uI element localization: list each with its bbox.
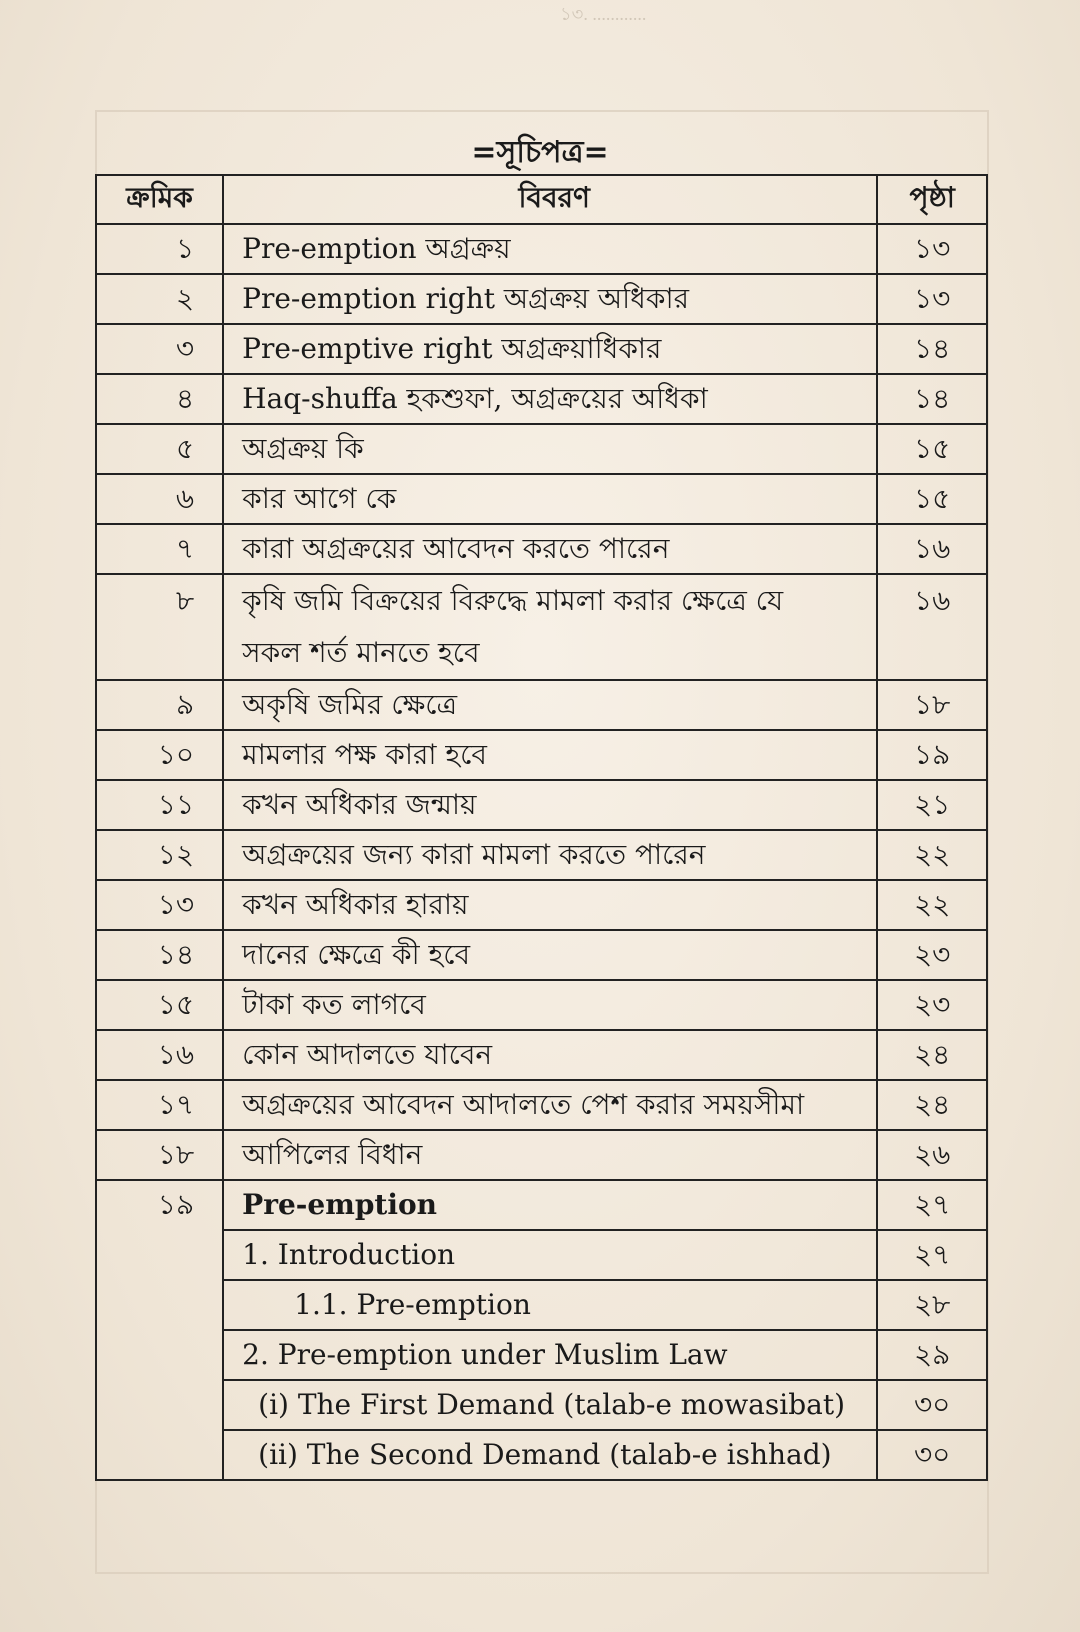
row-description: Pre-emptive right অগ্রক্রয়াধিকার bbox=[223, 324, 877, 374]
row-page: ২৪ bbox=[877, 1030, 987, 1080]
row-description: কখন অধিকার হারায় bbox=[223, 880, 877, 930]
row-serial-empty bbox=[96, 1380, 223, 1430]
table-subrow bbox=[96, 1330, 987, 1380]
subrow-description: (i) The First Demand (talab-e mowasibat) bbox=[223, 1380, 877, 1430]
row-page: ২২ bbox=[877, 830, 987, 880]
row-serial: ১৩ bbox=[96, 880, 223, 930]
table-row bbox=[96, 474, 987, 524]
row-serial: ৩ bbox=[96, 324, 223, 374]
row-description: দানের ক্ষেত্রে কী হবে bbox=[223, 930, 877, 980]
row-serial: ১৭ bbox=[96, 1080, 223, 1130]
row-serial: ১০ bbox=[96, 730, 223, 780]
row-page: ১৮ bbox=[877, 680, 987, 730]
table-subrow bbox=[96, 1380, 987, 1430]
table-header-row bbox=[96, 175, 987, 224]
row-page: ২৩ bbox=[877, 980, 987, 1030]
header-bleed-text: ১৩. ............ bbox=[560, 4, 647, 24]
row-description: কোন আদালতে যাবেন bbox=[223, 1030, 877, 1080]
row-description: Pre-emption অগ্রক্রয় bbox=[223, 224, 877, 274]
row-serial: ১৬ bbox=[96, 1030, 223, 1080]
table-subrow bbox=[96, 1230, 987, 1280]
row-serial: ১৪ bbox=[96, 930, 223, 980]
row-serial-empty bbox=[96, 1430, 223, 1480]
row-description-line2: সকল শর্ত মানতে হবে bbox=[242, 636, 480, 669]
table-row bbox=[96, 1080, 987, 1130]
table-row bbox=[96, 224, 987, 274]
table-subrow bbox=[96, 1280, 987, 1330]
row-page: ১৯ bbox=[877, 730, 987, 780]
row-page: ২৬ bbox=[877, 1130, 987, 1180]
row-description: কারা অগ্রক্রয়ের আবেদন করতে পারেন bbox=[223, 524, 877, 574]
row-page: ১৪ bbox=[877, 374, 987, 424]
table-row bbox=[96, 1180, 987, 1230]
table-row bbox=[96, 374, 987, 424]
row-page: ১৬ bbox=[877, 574, 987, 680]
table-row bbox=[96, 830, 987, 880]
row-description: অগ্রক্রয়ের আবেদন আদালতে পেশ করার সময়সীমা bbox=[223, 1080, 877, 1130]
row-page: ১৪ bbox=[877, 324, 987, 374]
row-serial: ৬ bbox=[96, 474, 223, 524]
table-row bbox=[96, 524, 987, 574]
subrow-page: ৩০ bbox=[877, 1380, 987, 1430]
row-description: Pre-emption bbox=[223, 1180, 877, 1230]
row-serial: ৫ bbox=[96, 424, 223, 474]
table-row bbox=[96, 730, 987, 780]
row-serial: ১২ bbox=[96, 830, 223, 880]
row-serial: ২ bbox=[96, 274, 223, 324]
table-subrow bbox=[96, 1430, 987, 1480]
table-row bbox=[96, 424, 987, 474]
row-page: ২৭ bbox=[877, 1180, 987, 1230]
row-description: আপিলের বিধান bbox=[223, 1130, 877, 1180]
row-description: অগ্রক্রয়ের জন্য কারা মামলা করতে পারেন bbox=[223, 830, 877, 880]
table-row bbox=[96, 324, 987, 374]
row-page: ১৩ bbox=[877, 274, 987, 324]
subrow-description: (ii) The Second Demand (talab-e ishhad) bbox=[223, 1430, 877, 1480]
row-description: Haq-shuffa হকশুফা, অগ্রক্রয়ের অধিকা bbox=[223, 374, 877, 424]
page-title: =সূচিপত্র= bbox=[471, 135, 609, 170]
row-description: অকৃষি জমির ক্ষেত্রে bbox=[223, 680, 877, 730]
row-page: ২২ bbox=[877, 880, 987, 930]
row-page: ২৪ bbox=[877, 1080, 987, 1130]
row-serial-empty bbox=[96, 1330, 223, 1380]
subrow-description: 1. Introduction bbox=[223, 1230, 877, 1280]
table-row bbox=[96, 680, 987, 730]
header-serial: ক্রমিক bbox=[96, 175, 223, 224]
subrow-description: 1.1. Pre-emption bbox=[223, 1280, 877, 1330]
row-serial: ১৫ bbox=[96, 980, 223, 1030]
row-serial: ৪ bbox=[96, 374, 223, 424]
row-description: কখন অধিকার জন্মায় bbox=[223, 780, 877, 830]
table-row bbox=[96, 980, 987, 1030]
table-row bbox=[96, 780, 987, 830]
subrow-page: ৩০ bbox=[877, 1430, 987, 1480]
row-page: ১৩ bbox=[877, 224, 987, 274]
row-serial: ১ bbox=[96, 224, 223, 274]
table-row bbox=[96, 930, 987, 980]
row-page: ২১ bbox=[877, 780, 987, 830]
table-row bbox=[96, 574, 987, 680]
row-page: ২৩ bbox=[877, 930, 987, 980]
row-serial: ১১ bbox=[96, 780, 223, 830]
row-serial: ৯ bbox=[96, 680, 223, 730]
row-serial-empty bbox=[96, 1230, 223, 1280]
row-serial: ১৮ bbox=[96, 1130, 223, 1180]
table-row bbox=[96, 274, 987, 324]
row-description bbox=[223, 574, 877, 680]
row-serial: ৮ bbox=[96, 574, 223, 680]
row-page: ১৬ bbox=[877, 524, 987, 574]
subrow-page: ২৮ bbox=[877, 1280, 987, 1330]
row-page: ১৫ bbox=[877, 474, 987, 524]
header-page: পৃষ্ঠা bbox=[877, 175, 987, 224]
row-serial: ৭ bbox=[96, 524, 223, 574]
subrow-description: 2. Pre-emption under Muslim Law bbox=[223, 1330, 877, 1380]
row-description: Pre-emption right অগ্রক্রয় অধিকার bbox=[223, 274, 877, 324]
row-page: ১৫ bbox=[877, 424, 987, 474]
row-description-line1: কৃষি জমি বিক্রয়ের বিরুদ্ধে মামলা করার ক্ষেত্রে যে bbox=[242, 584, 784, 617]
subrow-page: ২৭ bbox=[877, 1230, 987, 1280]
table-row bbox=[96, 1130, 987, 1180]
table-row bbox=[96, 880, 987, 930]
row-description: কার আগে কে bbox=[223, 474, 877, 524]
row-description: মামলার পক্ষ কারা হবে bbox=[223, 730, 877, 780]
row-description: অগ্রক্রয় কি bbox=[223, 424, 877, 474]
row-serial-empty bbox=[96, 1280, 223, 1330]
header-description: বিবরণ bbox=[223, 175, 877, 224]
table-row bbox=[96, 1030, 987, 1080]
row-description: টাকা কত লাগবে bbox=[223, 980, 877, 1030]
contents-table bbox=[95, 174, 988, 1481]
subrow-page: ২৯ bbox=[877, 1330, 987, 1380]
row-serial: ১৯ bbox=[96, 1180, 223, 1230]
